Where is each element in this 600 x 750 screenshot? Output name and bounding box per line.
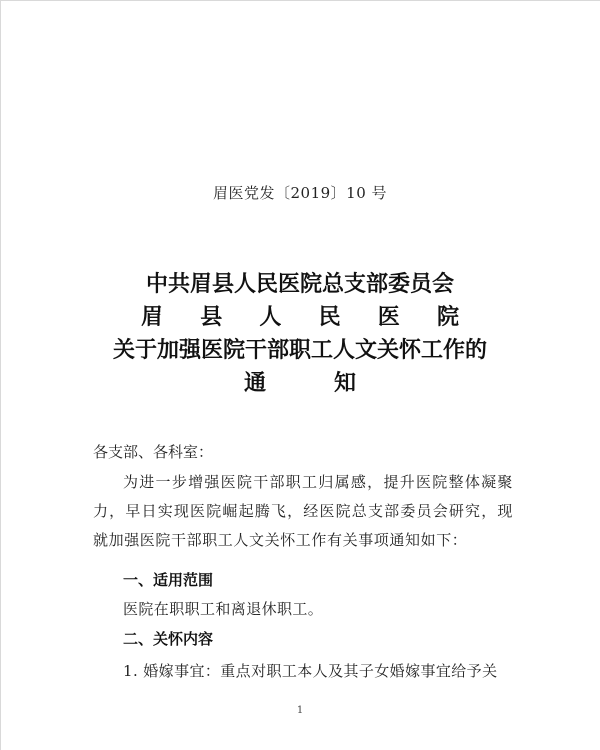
title-line-2 bbox=[141, 301, 459, 334]
title-line-4 bbox=[244, 367, 356, 400]
section-heading-scope: 一、适用范围 bbox=[123, 571, 214, 589]
section-heading-care: 二、关怀内容 bbox=[123, 630, 214, 648]
section-text-scope: 医院在职职工和离退休职工。 bbox=[123, 600, 324, 618]
title-char: 知 bbox=[333, 371, 356, 396]
title-char: 院 bbox=[436, 305, 459, 330]
title-line-1: 中共眉县人民医院总支部委员会 bbox=[145, 272, 454, 297]
salutation: 各支部、各科室： bbox=[93, 443, 214, 461]
title-char: 县 bbox=[200, 305, 223, 330]
title-char: 人 bbox=[259, 305, 282, 330]
page-border-top bbox=[0, 0, 600, 1]
title-line-3: 关于加强医院干部职工人文关怀工作的 bbox=[112, 338, 487, 363]
document-title bbox=[0, 268, 600, 400]
title-char: 通 bbox=[244, 371, 267, 396]
title-char: 眉 bbox=[141, 305, 164, 330]
page-number: 1 bbox=[296, 705, 304, 716]
title-char: 医 bbox=[377, 305, 400, 330]
intro-paragraph: 为进一步增强医院干部职工归属感，提升医院整体凝聚力，早日实现医院崛起腾飞，经医院总支部委员会研究，现就加强医院干部职工人文关怀工作有关事项通知如下： bbox=[93, 473, 513, 549]
document-number: 眉医党发〔2019〕10 号 bbox=[212, 184, 388, 202]
title-char: 民 bbox=[318, 305, 341, 330]
section-text-care-item-1: 1. 婚嫁事宜：重点对职工本人及其子女婚嫁事宜给予关 bbox=[123, 662, 498, 680]
